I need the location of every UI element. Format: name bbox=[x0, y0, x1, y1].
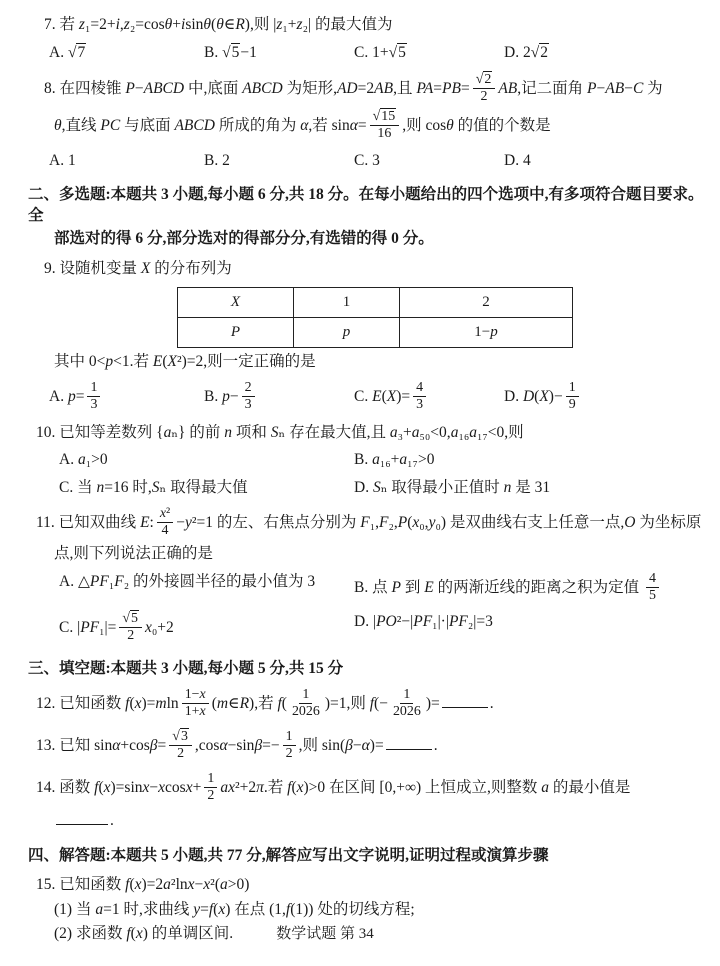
q10-options-row1 bbox=[14, 450, 704, 470]
q9-condition: 其中 0<p<1.若 E(X²)=2,则一定正确的是 bbox=[54, 353, 316, 371]
math-var: x bbox=[218, 900, 226, 918]
q9-options-option-b: B. p− $\frac{2}{3}$ bbox=[204, 381, 354, 414]
math-var: E bbox=[152, 353, 163, 371]
math-var: f bbox=[94, 779, 99, 797]
math-var: i bbox=[181, 16, 186, 33]
math-var: a bbox=[163, 876, 171, 894]
math-var: n bbox=[96, 478, 105, 496]
q8-options-option-c: C. 3 bbox=[354, 152, 380, 170]
math-var: x bbox=[142, 779, 150, 797]
math-var: i bbox=[115, 16, 120, 33]
math-var: β bbox=[254, 737, 263, 755]
answer-blank bbox=[56, 809, 108, 825]
math-var: p bbox=[342, 323, 351, 340]
math-var: f bbox=[369, 695, 375, 713]
fraction: $\frac{1}{9}$ bbox=[566, 380, 579, 413]
q9-options-option-c: C. E(X)= $\frac{4}{3}$ bbox=[354, 381, 504, 414]
fraction: $\frac{1}{2026}$ bbox=[392, 687, 421, 720]
math-var: a bbox=[450, 423, 459, 441]
math-var: x bbox=[187, 876, 195, 894]
fraction: $\frac{2}{3}$ bbox=[242, 380, 255, 413]
q8-options bbox=[14, 151, 704, 171]
math-var: f bbox=[285, 900, 291, 918]
math-var: PF bbox=[448, 612, 468, 630]
math-var: θ bbox=[446, 117, 454, 135]
math-var: f bbox=[125, 876, 130, 894]
math-var: f bbox=[208, 900, 214, 918]
math-var: a bbox=[399, 451, 408, 469]
q11-stem-2: 点,则下列说法正确的是 bbox=[54, 545, 213, 563]
q7-options-option-d: D. 2√2 bbox=[504, 44, 548, 62]
q10-options-row2-option-b: D. Sₙ 取得最小正值时 n 是 31 bbox=[354, 478, 551, 496]
math-var: AD bbox=[336, 80, 358, 97]
math-var: PB bbox=[442, 80, 461, 97]
math-var: α bbox=[300, 117, 309, 135]
section2-header-2: 部选对的得 6 分,部分选对的得部分分,有选错的得 0 分。 bbox=[54, 230, 434, 248]
q7-options-option-a: A. √7 bbox=[49, 44, 86, 62]
math-var: PC bbox=[100, 117, 121, 135]
table-row bbox=[178, 318, 573, 348]
q8-options-option-a: A. 1 bbox=[49, 152, 76, 170]
math-var: S bbox=[151, 478, 160, 496]
math-var: β bbox=[345, 737, 353, 755]
math-var: p bbox=[222, 387, 230, 405]
math-var: a bbox=[219, 876, 228, 894]
math-var: x bbox=[203, 876, 211, 894]
math-var: ABCD bbox=[242, 80, 283, 97]
q8-options-option-b: B. 2 bbox=[204, 152, 230, 170]
math-var: α bbox=[219, 737, 228, 755]
math-var: a bbox=[469, 423, 477, 441]
q14-blank-line: . bbox=[14, 809, 704, 831]
math-var: z bbox=[296, 16, 303, 33]
fraction: $\frac{√15}{16}$ bbox=[370, 109, 400, 142]
math-var: y bbox=[193, 900, 201, 918]
distribution-table bbox=[177, 287, 573, 348]
fraction: $\frac{1-x}{1+x}$ bbox=[182, 687, 209, 720]
math-var: θ bbox=[54, 117, 62, 135]
math-var: θ bbox=[164, 16, 173, 33]
fraction: $\frac{\text{x²}}{4}$ bbox=[157, 506, 173, 539]
math-var: D bbox=[522, 387, 535, 405]
q8-stem-1: 8. 在四棱锥 P−ABCD 中,底面 ABCD 为矩形,AD=2AB,且 PA=PB= $\frac{√2}{2}$ AB,记二面角 P−AB−C 为 bbox=[44, 71, 663, 104]
q7-options-option-b: B. √5−1 bbox=[204, 44, 257, 62]
math-var: β bbox=[149, 737, 158, 755]
math-var: f bbox=[125, 695, 130, 713]
q14-stem: 14. 函数 f(x)=sinx−xcosx+ $\frac{1}{2}$ ax²+2π.若 f(x)>0 在区间 [0,+∞) 上恒成立,则整数 a 的最小值是 bbox=[36, 771, 631, 804]
q10-options-row1-option-b: B. a₁₆+a₁₇>0 bbox=[354, 451, 435, 469]
math-var: S bbox=[372, 478, 381, 496]
fraction: $\frac{1}{3}$ bbox=[87, 380, 100, 413]
math-var: x bbox=[145, 618, 152, 636]
math-var: α bbox=[361, 737, 370, 755]
fraction: $\frac{√5}{2}$ bbox=[119, 611, 142, 644]
sqrt-overline: 7 bbox=[77, 44, 86, 62]
math-var: x bbox=[199, 687, 206, 703]
section3-header: 三、填空题:本题共 3 小题,每小题 5 分,共 15 分 bbox=[28, 659, 344, 677]
table-cell: 1−p bbox=[400, 318, 573, 348]
section2-header-1: 二、多选题:本题共 3 小题,每小题 6 分,共 18 分。在每小题给出的四个选项中,有多项符合题目要求。全 bbox=[28, 186, 704, 224]
math-var: x bbox=[296, 779, 304, 797]
sqrt-overline: 2 bbox=[540, 44, 548, 62]
math-var: α bbox=[349, 117, 358, 135]
q15-stem: 15. 已知函数 f(x)=2a²lnx−x²(a>0) bbox=[36, 876, 250, 894]
math-var: E bbox=[140, 514, 150, 532]
math-var: a bbox=[163, 423, 172, 441]
math-var: x bbox=[185, 779, 193, 797]
q12-stem: 12. 已知函数 f(x)=mln $\frac{1-x}{1+x}$ (m∈R),若 f( $\frac{1}{2026}$ )=1,则 f(− $\frac{1}{2026}$ )= . bbox=[36, 687, 494, 720]
math-var: π bbox=[256, 779, 264, 797]
math-var: y bbox=[428, 514, 436, 532]
page-footer: 数学试题 第 34 bbox=[276, 926, 374, 942]
math-var: a bbox=[541, 779, 550, 797]
math-var: z bbox=[123, 16, 130, 33]
sqrt-overline: 5 bbox=[231, 44, 240, 62]
math-var: ABCD bbox=[174, 117, 215, 135]
table-cell bbox=[178, 288, 294, 318]
fraction: $\frac{4}{5}$ bbox=[646, 571, 659, 604]
answer-blank bbox=[442, 692, 488, 708]
math-var: F bbox=[114, 572, 124, 590]
math-var: m bbox=[216, 695, 229, 713]
answer-blank bbox=[386, 734, 432, 750]
fraction: $\frac{1}{2}$ bbox=[204, 771, 217, 804]
q15-part1: (1) 当 a=1 时,求曲线 y=f(x) 在点 (1,f(1)) 处的切线方程; bbox=[54, 900, 415, 918]
q9-options bbox=[14, 381, 704, 414]
math-var: x bbox=[199, 704, 206, 720]
q15-part2: (2) 求函数 f(x) 的单调区间. bbox=[54, 925, 234, 943]
fraction: $\frac{4}{3}$ bbox=[413, 380, 426, 413]
math-var: F bbox=[379, 514, 389, 532]
math-var: p bbox=[67, 387, 76, 405]
math-var: p bbox=[105, 353, 114, 371]
q11-options-row2-option-b: D. |PO²−|PF₁|·|PF₂|=3 bbox=[354, 612, 493, 630]
math-var: y bbox=[184, 514, 192, 532]
math-var: P bbox=[397, 514, 408, 532]
table-cell: 1 bbox=[294, 288, 400, 318]
q10-stem: 10. 已知等差数列 {aₙ} 的前 n 项和 Sₙ 存在最大值,且 a₃+a₅₀<0,a₁₆a₁₇<0,则 bbox=[36, 423, 524, 441]
math-var: PF bbox=[89, 572, 109, 590]
math-var: PA bbox=[416, 80, 434, 97]
math-var: P bbox=[125, 80, 135, 97]
math-var: R bbox=[235, 16, 245, 33]
q11-options-row2 bbox=[14, 612, 704, 645]
sqrt-overline: 2 bbox=[484, 71, 492, 87]
math-var: AB bbox=[605, 80, 625, 97]
math-var: a bbox=[372, 451, 380, 469]
math-var: α bbox=[112, 737, 121, 755]
q11-options-row1-option-b: B. 点 P 到 E 的两渐近线的距离之积为定值 $\frac{4}{5}$ bbox=[354, 572, 704, 605]
math-var: O bbox=[624, 514, 636, 532]
q9-options-option-d: D. D(X)− $\frac{1}{9}$ bbox=[504, 381, 704, 414]
q11-stem-1: 11. 已知双曲线 E: $\frac{\text{x²}}{4}$ −y²=1 的左、右焦点分别为 F₁,F₂,P(x₀,y₀) 是双曲线右支上任意一点,O 为坐标原 bbox=[36, 506, 702, 539]
math-var: P bbox=[230, 323, 241, 340]
q7-options-option-c: C. 1+√5 bbox=[354, 44, 406, 62]
fraction: $\frac{1}{2026}$ bbox=[291, 687, 320, 720]
fraction: $\frac{√2}{2}$ bbox=[473, 72, 496, 105]
math-var: a bbox=[389, 423, 398, 441]
math-var: z bbox=[78, 16, 85, 33]
q10-options-row2 bbox=[14, 478, 704, 498]
sqrt-overline: 5 bbox=[131, 610, 139, 626]
math-var: f bbox=[277, 695, 282, 713]
table-cell bbox=[294, 318, 400, 348]
math-var: E bbox=[372, 387, 382, 405]
section4-header: 四、解答题:本题共 5 小题,共 77 分,解答应写出文字说明,证明过程或演算步骤 bbox=[28, 846, 549, 864]
q11-options-row2-option-a: C. |PF₁|= $\frac{√5}{2}$ x₀+2 bbox=[59, 610, 174, 643]
q7-stem: 7. 若 z₁=2+i,z₂=cosθ+isinθ(θ∈R),则 |z₁+z₂| 的最大值为 bbox=[44, 16, 393, 33]
math-var: f bbox=[287, 779, 292, 797]
math-var: θ bbox=[203, 16, 212, 33]
math-var: x bbox=[159, 506, 167, 522]
math-var: θ bbox=[216, 16, 224, 33]
table-cell bbox=[178, 318, 294, 348]
q7-options bbox=[14, 43, 704, 63]
math-var: x bbox=[135, 925, 143, 943]
math-var: n bbox=[503, 478, 512, 496]
math-var: X bbox=[386, 387, 397, 405]
math-var: X bbox=[167, 353, 177, 371]
q8-stem-2: θ,直线 PC 与底面 ABCD 所成的角为 α,若 sinα= $\frac{√15}{16}$ ,则 cosθ 的值的个数是 bbox=[54, 108, 551, 141]
math-var: z bbox=[276, 16, 283, 33]
math-var: R bbox=[239, 695, 250, 713]
sqrt-overline: 15 bbox=[381, 108, 396, 124]
q11-options-row1 bbox=[14, 572, 704, 605]
math-var: X bbox=[230, 293, 241, 310]
math-var: F bbox=[360, 514, 370, 532]
math-var: ABCD bbox=[143, 80, 185, 97]
math-var: X bbox=[539, 387, 549, 405]
q10-options-row2-option-a: C. 当 n=16 时,Sₙ 取得最大值 bbox=[59, 478, 248, 496]
math-var: C bbox=[632, 80, 644, 97]
math-var: a bbox=[95, 900, 104, 918]
math-var: x bbox=[134, 695, 142, 713]
math-var: a bbox=[77, 451, 86, 469]
math-var: AB bbox=[374, 80, 394, 97]
q9-options-option-a: A. p= $\frac{1}{3}$ bbox=[49, 381, 204, 414]
table-cell: 2 bbox=[400, 288, 573, 318]
math-var: X bbox=[140, 259, 151, 277]
q8-options-option-d: D. 4 bbox=[504, 152, 531, 170]
math-var: a bbox=[411, 423, 420, 441]
math-var: PF bbox=[413, 612, 433, 630]
q10-options-row1-option-a: A. a₁>0 bbox=[59, 451, 108, 469]
math-var: p bbox=[490, 323, 498, 340]
sqrt-overline: 5 bbox=[398, 44, 406, 62]
math-var: AB bbox=[498, 80, 518, 97]
fraction: $\frac{√3}{2}$ bbox=[169, 729, 192, 762]
math-var: f bbox=[126, 925, 131, 943]
math-var: PF bbox=[80, 618, 100, 636]
sqrt-overline: 3 bbox=[180, 729, 188, 745]
math-var: x bbox=[158, 779, 166, 797]
q11-options-row1-option-a: A. △PF₁F₂ 的外接圆半径的最小值为 3 bbox=[59, 572, 316, 590]
math-var: ax bbox=[220, 779, 235, 797]
math-var: m bbox=[155, 695, 167, 713]
q9-table bbox=[14, 287, 704, 348]
fraction: $\frac{1}{2}$ bbox=[283, 729, 296, 762]
math-var: S bbox=[270, 423, 279, 441]
math-var: x bbox=[412, 514, 420, 532]
q13-stem: 13. 已知 sinα+cosβ= $\frac{√3}{2}$ ,cosα−sinβ=− $\frac{1}{2}$ ,则 sin(β−α)= . bbox=[36, 729, 438, 762]
math-var: n bbox=[224, 423, 232, 441]
math-var: P bbox=[587, 80, 597, 97]
table-row bbox=[178, 288, 573, 318]
math-var: P bbox=[391, 578, 401, 596]
math-var: x bbox=[134, 876, 142, 894]
math-var: PO bbox=[376, 612, 397, 630]
q9-stem: 9. 设随机变量 X 的分布列为 bbox=[44, 259, 232, 277]
math-var: E bbox=[424, 578, 434, 596]
math-var: x bbox=[103, 779, 111, 797]
